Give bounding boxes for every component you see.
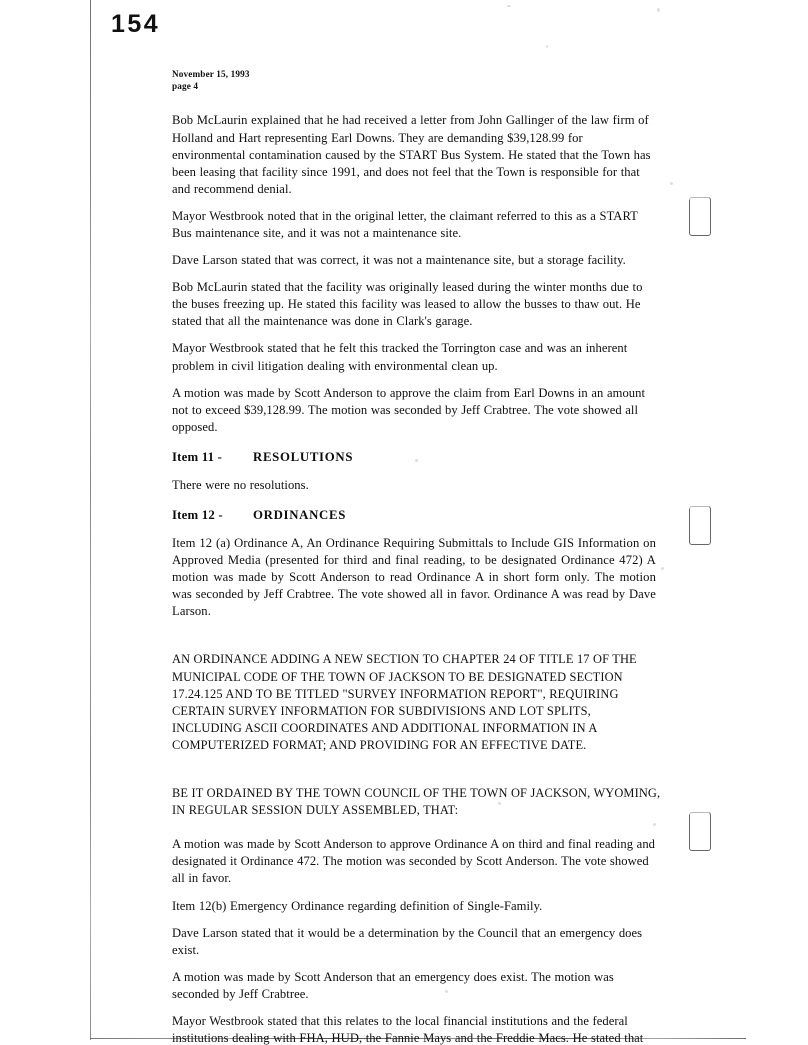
scan-speck — [661, 567, 664, 570]
paragraph-larson-storage-facility: Dave Larson stated that was correct, it was not a maintenance site, but a storage facility. — [172, 253, 626, 268]
paragraph-motion-earl-downs-claim: A motion was made by Scott Anderson to approve the claim from Earl Downs in an amount not to exceed $39,128.99. The motion was seconded by Jeff Crabtree. The vote showed all opposed. — [172, 385, 646, 434]
ordinance-title-line: CERTAIN SURVEY INFORMATION FOR SUBDIVISIONS AND LOT SPLITS, — [172, 703, 591, 718]
ordinance-title-line: COMPUTERIZED FORMAT; AND PROVIDING FOR AN EFFECTIVE DATE. — [172, 737, 587, 752]
section-heading-item-11 — [172, 449, 656, 466]
document-body-column — [172, 68, 661, 1045]
paragraph-item-12b-emergency-ordinance: Item 12(b) Emergency Ordinance regarding definition of Single-Family. — [172, 898, 543, 913]
paragraph-no-resolutions: There were no resolutions. — [172, 477, 309, 492]
ordinance-title-line: INCLUDING ASCII COORDINATES AND ADDITIONAL INFORMATION IN A — [172, 720, 598, 735]
scan-speck — [546, 45, 548, 48]
section-title-ordinances: ORDINANCES — [253, 508, 347, 522]
block-spacer — [172, 764, 656, 785]
paragraph-mclaurin-letter: Bob McLaurin explained that he had received a letter from John Gallinger of the law firm of Holland and Hart representing Earl Downs. They are demanding $39,128.99 for environmental contamination caused by the START Bus System. He stated that the Town has been leasing that facility since 1991, and does not feel that the Town is responsible for that and recommend denial. — [172, 113, 651, 196]
ordained-line: BE IT ORDAINED BY THE TOWN COUNCIL OF THE TOWN OF JACKSON, WYOMING, — [172, 786, 661, 801]
ordained-enactment-block — [172, 785, 661, 819]
section-title-resolutions: RESOLUTIONS — [253, 449, 354, 464]
ordinance-title-line: AN ORDINANCE ADDING A NEW SECTION TO CHAPTER 24 OF TITLE 17 OF THE — [172, 652, 637, 667]
paragraph-westbrook-federal-institutions: Mayor Westbrook stated that this relates to the local financial institutions and the federal institutions dealing with FHA, HUD, the Fannie Mays and the Freddie Macs. He stated that — [172, 1013, 644, 1045]
paragraph-motion-approve-ordinance-472: A motion was made by Scott Anderson to approve Ordinance A on third and final reading and designated it Ordinance 472. The motion was seconded by Scott Anderson. The vote showed all in favor. — [172, 837, 656, 886]
ordinance-title-line: MUNICIPAL CODE OF THE TOWN OF JACKSON TO BE DESIGNATED SECTION — [172, 669, 623, 684]
section-number-item-12: Item 12 - — [172, 508, 223, 522]
scan-speck — [670, 182, 673, 185]
paragraph-larson-emergency-determination: Dave Larson stated that it would be a determination by the Council that an emergency does exist. — [172, 925, 643, 957]
ordinance-title-block — [172, 651, 656, 754]
scan-speck — [507, 5, 511, 7]
section-heading-item-12 — [172, 507, 656, 524]
ordained-line: IN REGULAR SESSION DULY ASSEMBLED, THAT: — [172, 803, 459, 818]
ordinance-title-line: 17.24.125 AND TO BE TITLED "SURVEY INFORMATION REPORT", REQUIRING — [172, 686, 619, 701]
block-spacer — [172, 829, 656, 836]
margin-binder-mark — [689, 197, 711, 236]
scan-edge-left-line — [90, 0, 91, 1040]
paragraph-mclaurin-winter-lease: Bob McLaurin stated that the facility was originally leased during the winter months due to the buses freezing up. He stated this facility was leased to allow the busses to thaw out. He stated that all the maintenance was done in Clark's garage. — [172, 280, 643, 329]
meeting-header — [172, 68, 656, 92]
page-number-stamp: 154 — [111, 10, 161, 38]
scan-speck — [657, 8, 660, 12]
meeting-date: November 15, 1993 — [172, 69, 250, 79]
paragraph-motion-emergency-exists: A motion was made by Scott Anderson that an emergency does exist. The motion was seconded by Jeff Crabtree. — [172, 969, 614, 1001]
paragraph-item-12a-ordinance-a: Item 12 (a) Ordinance A, An Ordinance Requiring Submittals to Include GIS Information on Approved Media (presented for third and final reading, to be designated Ordinance 472) A motion was made by Scott Anderson to read Ordinance A in short form only. The motion was seconded by Jeff Crabtree. The vote showed all in favor. Ordinance A was read by Dave Larson. — [172, 536, 656, 619]
margin-binder-mark — [689, 812, 711, 851]
paragraph-westbrook-torrington: Mayor Westbrook stated that he felt this tracked the Torrington case and was an inherent problem in civil litigation dealing with environmental clean up. — [172, 341, 628, 373]
section-number-item-11: Item 11 - — [172, 449, 223, 464]
meeting-page-label: page 4 — [172, 81, 199, 92]
margin-binder-mark — [689, 506, 711, 545]
paragraph-westbrook-original-letter: Mayor Westbrook noted that in the original letter, the claimant referred to this as a START Bus maintenance site, and it was not a maintenance site. — [172, 208, 638, 240]
block-spacer — [172, 630, 656, 651]
